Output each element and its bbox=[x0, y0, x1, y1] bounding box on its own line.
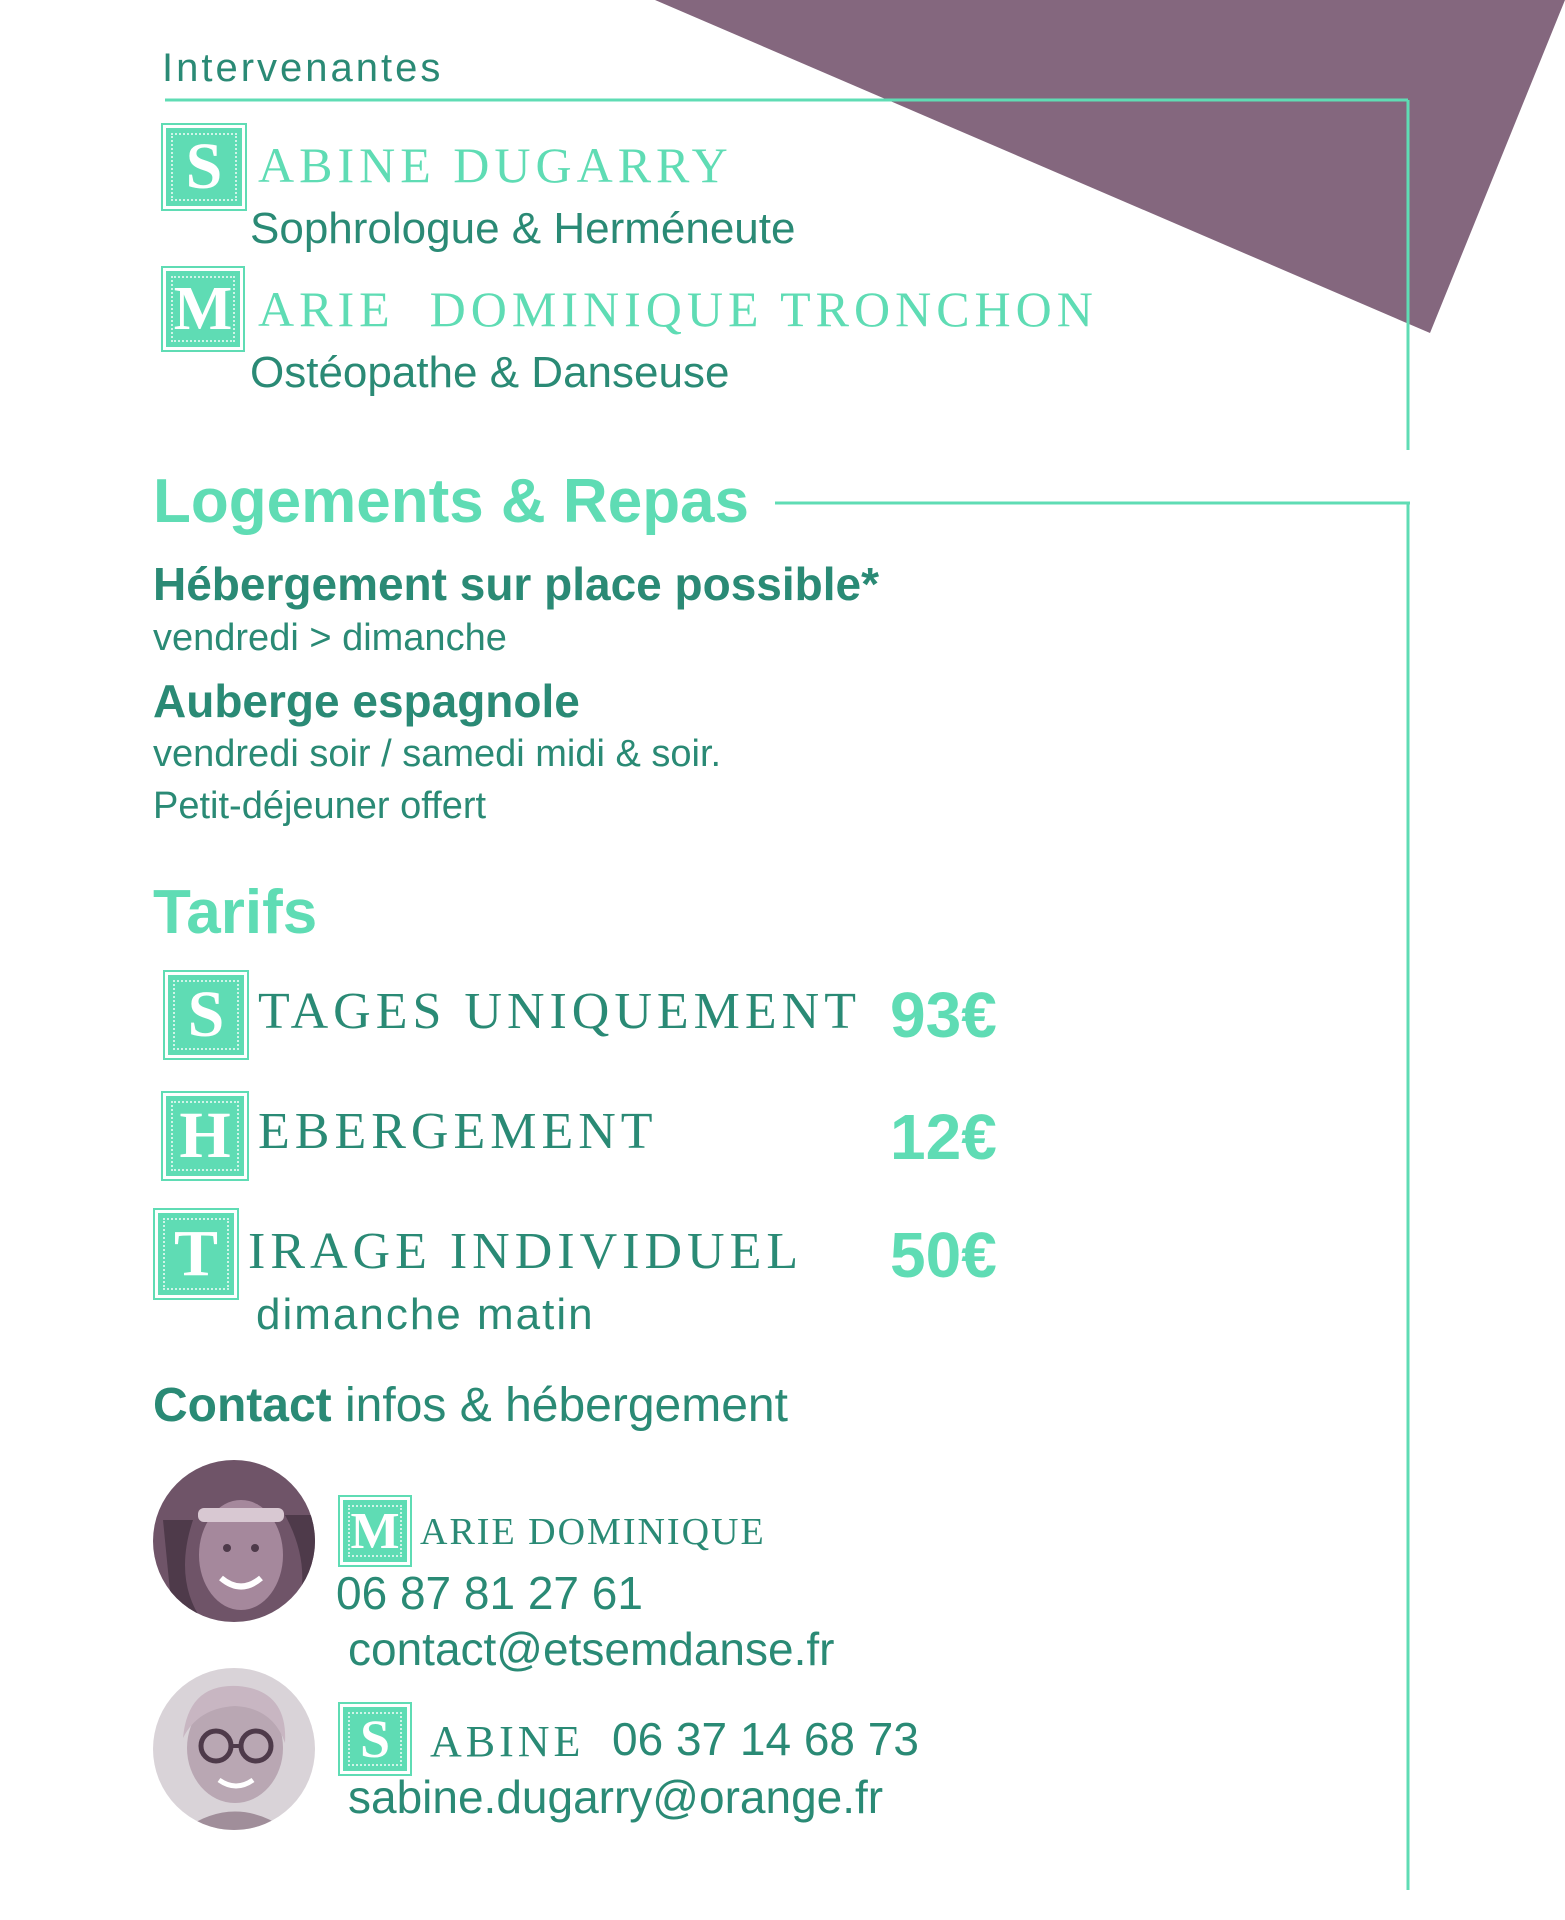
contact-name-sabine: ABINE bbox=[430, 1717, 585, 1766]
tarif-stages-price: 93€ bbox=[890, 979, 997, 1051]
avatar-marie-dominique bbox=[153, 1460, 315, 1622]
tarif-tirage-price: 50€ bbox=[890, 1219, 997, 1291]
dropcap-hebergement: H bbox=[163, 1093, 247, 1179]
dropcap-tirage: T bbox=[155, 1210, 237, 1298]
auberge-title: Auberge espagnole bbox=[153, 675, 580, 727]
auberge-line-1: vendredi soir / samedi midi & soir. bbox=[153, 733, 722, 775]
contact-title bbox=[153, 1378, 788, 1433]
person-name-sabine: ABINE DUGARRY bbox=[258, 137, 733, 193]
contact-email-marie[interactable]: contact@etsemdanse.fr bbox=[348, 1623, 835, 1675]
logements-title: Logements & Repas bbox=[153, 467, 750, 536]
portrait-woman-headband-icon bbox=[153, 1460, 315, 1622]
hebergement-title: Hébergement sur place possible* bbox=[153, 558, 880, 610]
intervenantes-label: Intervenantes bbox=[162, 46, 444, 90]
portrait-woman-glasses-icon bbox=[153, 1668, 315, 1830]
tarifs-title: Tarifs bbox=[153, 878, 318, 947]
hebergement-line: vendredi > dimanche bbox=[153, 617, 507, 659]
contact-phone-sabine[interactable]: 06 37 14 68 73 bbox=[612, 1713, 919, 1765]
contact-phone-marie[interactable]: 06 87 81 27 61 bbox=[336, 1567, 643, 1619]
person-role-marie-dominique: Ostéopathe & Danseuse bbox=[250, 348, 730, 397]
contact-title-bold: Contact bbox=[153, 1379, 332, 1432]
tarif-tirage-note: dimanche matin bbox=[256, 1290, 595, 1339]
tarif-hebergement-label: EBERGEMENT bbox=[258, 1103, 658, 1160]
auberge-line-2: Petit-déjeuner offert bbox=[153, 785, 487, 827]
person-role-sabine: Sophrologue & Herméneute bbox=[250, 204, 796, 253]
tarif-stages-label: TAGES UNIQUEMENT bbox=[258, 983, 861, 1040]
dropcap-sabine: S bbox=[163, 125, 245, 209]
contact-name-marie: ARIE DOMINIQUE bbox=[420, 1511, 766, 1553]
dropcap-contact-sabine: S bbox=[340, 1704, 410, 1774]
tarif-tirage-label: IRAGE INDIVIDUEL bbox=[248, 1223, 804, 1280]
contact-title-rest: infos & hébergement bbox=[331, 1379, 788, 1432]
tarif-hebergement-price: 12€ bbox=[890, 1101, 997, 1173]
avatar-sabine bbox=[153, 1668, 315, 1830]
dropcap-marie-dominique: M bbox=[163, 268, 243, 350]
contact-email-sabine[interactable]: sabine.dugarry@orange.fr bbox=[348, 1771, 884, 1823]
person-name-marie-dominique: ARIE DOMINIQUE TRONCHON bbox=[258, 281, 1098, 337]
dropcap-contact-marie: M bbox=[340, 1497, 410, 1565]
dropcap-stages: S bbox=[165, 972, 247, 1058]
